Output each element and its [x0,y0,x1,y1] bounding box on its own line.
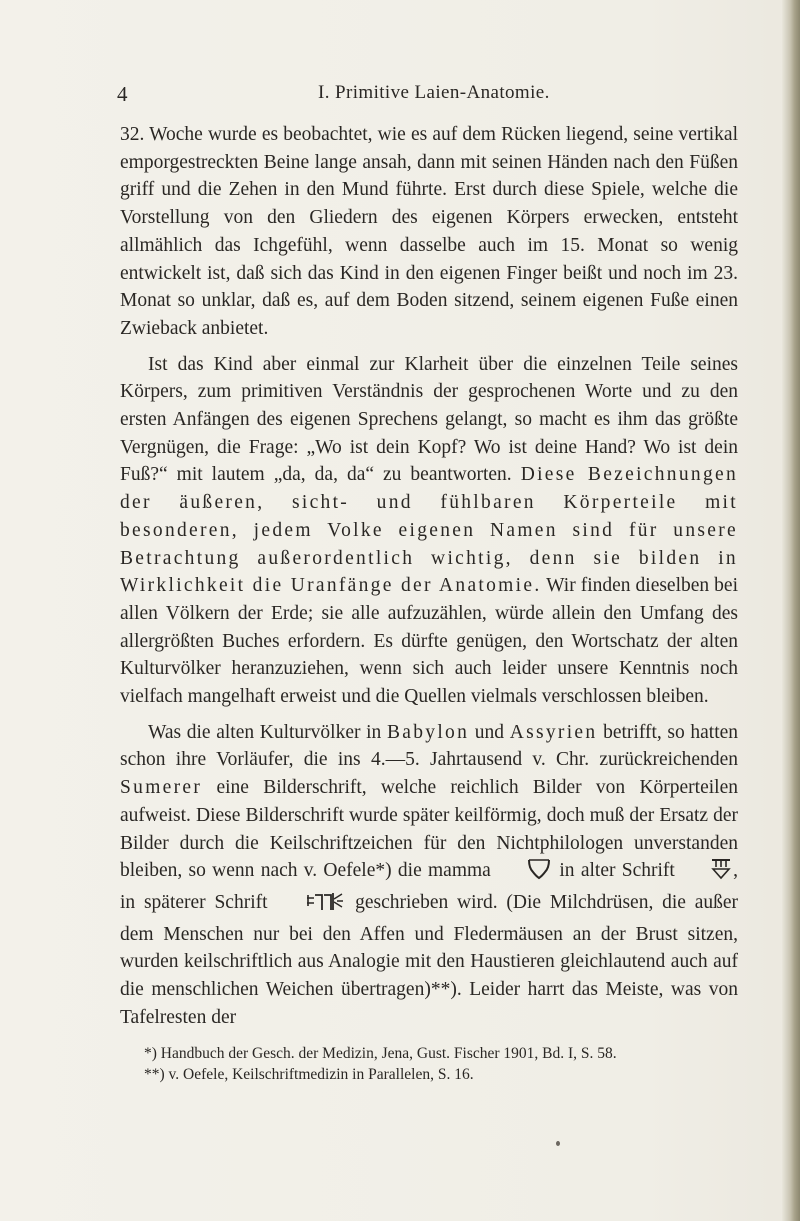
paragraph-3-text: eine Bilderschrift, welche reichlich Bilder von Körperteilen aufweist. Diese Bilderschrift wurde später keilförmig, doch muß der Ersatz der Bilder durch die Keilschriftzeichen für den Nichtphilologen unverstanden bleiben, so wenn nach v. Oefele*) die mamma [120,777,738,882]
archaic-cuneiform-sign-icon [683,858,731,889]
emphasized-passage: Diese Bezeichnungen der äußeren, sicht- und fühlbaren Körperteile mit besonderen, jedem Volke eigenen Namen sind für unsere Betrachtung außerordentlich wichtig, denn sie bilden in Wirklichkeit die Uranfänge der Anatomie. [120,464,739,597]
footnotes [120,1043,738,1085]
page-edge [782,0,800,1221]
paragraph-2-text-end: Wir finden dieselben bei allen Völkern der Erde; sie alle aufzuzählen, würde allein den Umfang des allergrößten Buches erfordern. Es dürfte genügen, den Wortschatz der alten Kulturvölker heranzuziehen, wenn sich auch leider unsere Kenntnis noch vielfach mangelhaft erweist und die Quellen vielmals verschlossen bleiben. [120,575,738,708]
paragraph-3-text: Was die alten Kulturvölker in [148,721,382,743]
paragraph-3-text: geschrieben wird. (Die Milchdrüsen, die außer dem Menschen nur bei den Affen und Fledermäusen an der Brust sitzen, wurden keilschriftlich aus Analogie mit den Haustieren gleichlautend auch auf die menschlichen Weichen übertragen)**). Leider harrt das Meiste, was von Tafelresten der [120,891,739,1028]
paragraph-3-text: und [474,721,505,743]
ink-speck [556,1141,560,1146]
page-number: 4 [117,82,128,106]
running-title: I. Primitive Laien-Anatomie. [318,82,550,103]
paragraph-3-text: in alter Schrift [559,860,675,882]
emphasized-sumerer: Sumerer [120,777,203,799]
footnote-2: **) v. Oefele, Keilschriftmedizin in Parallelen, S. 16. [144,1066,474,1083]
paragraph-2-text: Ist das Kind aber einmal zur Klarheit über die einzelnen Teile seines Körpers, zum primitiven Verständnis der gesprochenen Worte und zu den ersten Anfängen des eigenen Sprechens gelangt, so macht es ihm das größte Vergnügen, die Frage: „Wo ist dein Kopf? Wo ist deine Hand? Wo ist dein Fuß?“ mit lautem „da, da, da“ zu beantworten. [120,353,738,486]
paragraph-3 [120,719,738,1032]
page-header [0,82,800,108]
late-cuneiform-sign-icon [278,890,344,921]
paragraph-3-text: betrifft, so hatten schon ihre Vorläufer, die ins 4.—5. Jahrtausend v. Chr. zurückreichenden [120,721,739,771]
emphasized-assyrien: Assyrien [509,721,598,743]
footnote-1: *) Handbuch der Gesch. der Medizin, Jena, Gust. Fischer 1901, Bd. I, S. 58. [144,1045,617,1062]
paragraph-2 [120,351,738,711]
pictograph-mamma-icon [499,858,551,889]
paragraph-3-text: , in späterer Schrift [120,860,738,913]
paragraph-1: 32. Woche wurde es beobachtet, wie es auf dem Rücken liegend, seine vertikal emporgestreckten Beine lange ansah, dann mit seinen Händen nach den Füßen griff und die Zehen in den Mund führte. Erst durch diese Spiele, welche die Vorstellung von den Gliedern des eigenen Körpers erwecken, entsteht allmählich das Ichgefühl, wenn dasselbe auch im 15. Monat so wenig entwickelt ist, daß sich das Kind in den eigenen Finger beißt und noch im 23. Monat so unklar, daß es, auf dem Boden sitzend, seinem eigenen Fuße einen Zwieback anbietet. [120,124,738,339]
body-text [120,121,738,1032]
emphasized-babylon: Babylon [386,721,470,743]
